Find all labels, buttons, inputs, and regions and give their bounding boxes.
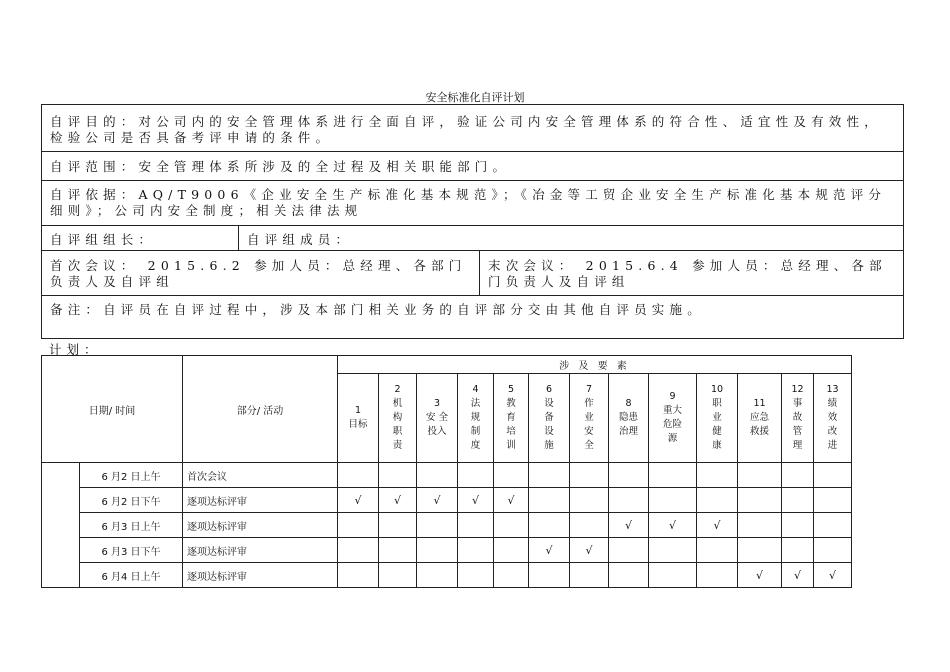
element-header-9: 9 重大 危险 源 — [649, 374, 697, 463]
check-cell-4: √ — [458, 488, 494, 513]
plan-body — [42, 463, 852, 588]
last-meeting-text: 末次会议： 2015.6.4 参加人员：总经理、各部门负责人及自评组 — [488, 258, 887, 289]
check-cell-10 — [697, 563, 738, 588]
row-activity: 逐项达标评审 — [183, 488, 338, 513]
table-row — [42, 463, 852, 488]
plan-label: 计划： — [49, 342, 102, 357]
check-cell-2: √ — [379, 488, 417, 513]
element-header-11: 11 应急 救援 — [738, 374, 782, 463]
check-cell-1: √ — [338, 488, 379, 513]
check-cell-10: √ — [697, 513, 738, 538]
check-cell-1 — [338, 563, 379, 588]
check-cell-10 — [697, 463, 738, 488]
check-cell-3 — [417, 513, 458, 538]
check-cell-7 — [570, 513, 609, 538]
check-cell-11 — [738, 463, 782, 488]
check-cell-12 — [782, 488, 814, 513]
first-meeting-text: 首次会议： 2015.6.2 参加人员：总经理、各部门负责人及自评组 — [50, 258, 467, 289]
scope-text: 自评范围：安全管理体系所涉及的全过程及相关职能部门。 — [50, 159, 511, 174]
elements-header: 涉 及 要 素 — [338, 356, 852, 374]
check-cell-4 — [458, 563, 494, 588]
check-cell-5 — [494, 563, 529, 588]
check-cell-11 — [738, 513, 782, 538]
check-cell-8 — [609, 488, 649, 513]
check-cell-13: √ — [814, 563, 852, 588]
check-cell-13 — [814, 513, 852, 538]
row-activity: 逐项达标评审 — [183, 563, 338, 588]
element-header-3: 3 安 全 投入 — [417, 374, 458, 463]
element-header-7: 7 作 业 安 全 — [570, 374, 609, 463]
check-cell-4 — [458, 463, 494, 488]
blank-cell — [42, 463, 80, 588]
purpose-section — [41, 104, 904, 152]
check-cell-1 — [338, 513, 379, 538]
activity-header: 部分/ 活动 — [183, 356, 338, 463]
note-text: 备注：自评员在自评过程中，涉及本部门相关业务的自评部分交由其他自评员实施。 — [50, 302, 705, 317]
element-header-2: 2 机 构 职 责 — [379, 374, 417, 463]
row-activity: 首次会议 — [183, 463, 338, 488]
check-cell-6 — [529, 463, 570, 488]
check-cell-2 — [379, 563, 417, 588]
basis-text: 自评依据：AQ/T9006《企业安全生产标准化基本规范》；《冶金等工贸企业安全生产标准化基本规范评分细则》；公司内安全制度；相关法律法规 — [50, 187, 887, 218]
element-header-1: 1 目标 — [338, 374, 379, 463]
check-cell-12: √ — [782, 563, 814, 588]
row-date: 6 月3 日下午 — [80, 538, 183, 563]
element-header-5: 5 教 育 培 训 — [494, 374, 529, 463]
check-cell-9 — [649, 463, 697, 488]
check-cell-8 — [609, 563, 649, 588]
check-cell-6 — [529, 488, 570, 513]
element-header-8: 8 隐患 治理 — [609, 374, 649, 463]
check-cell-3: √ — [417, 488, 458, 513]
check-cell-12 — [782, 463, 814, 488]
check-cell-1 — [338, 538, 379, 563]
check-cell-12 — [782, 513, 814, 538]
check-cell-6 — [529, 513, 570, 538]
element-header-4: 4 法 规 制 度 — [458, 374, 494, 463]
check-cell-3 — [417, 463, 458, 488]
scope-section — [41, 151, 904, 181]
element-header-6: 6 设 备 设 施 — [529, 374, 570, 463]
check-cell-4 — [458, 513, 494, 538]
check-cell-4 — [458, 538, 494, 563]
element-header-10: 10 职 业 健 康 — [697, 374, 738, 463]
check-cell-12 — [782, 538, 814, 563]
table-row — [42, 538, 852, 563]
purpose-text: 自评目的：对公司内的安全管理体系进行全面自评，验证公司内安全管理体系的符合性、适宜性及有效性，检验公司是否具备考评申请的条件。 — [50, 114, 882, 145]
check-cell-9 — [649, 563, 697, 588]
check-cell-5: √ — [494, 488, 529, 513]
check-cell-11 — [738, 538, 782, 563]
element-header-13: 13 绩 效 改 进 — [814, 374, 852, 463]
table-row — [42, 488, 852, 513]
check-cell-6 — [529, 563, 570, 588]
check-cell-2 — [379, 513, 417, 538]
row-activity: 逐项达标评审 — [183, 513, 338, 538]
check-cell-13 — [814, 488, 852, 513]
plan-table — [41, 355, 852, 588]
check-cell-11: √ — [738, 563, 782, 588]
row-date: 6 月2 日上午 — [80, 463, 183, 488]
check-cell-10 — [697, 488, 738, 513]
check-cell-8 — [609, 538, 649, 563]
basis-section — [41, 180, 904, 226]
check-cell-7 — [570, 488, 609, 513]
team-section — [41, 225, 904, 251]
check-cell-8 — [609, 463, 649, 488]
row-date: 6 月4 日上午 — [80, 563, 183, 588]
check-cell-7: √ — [570, 538, 609, 563]
check-cell-5 — [494, 513, 529, 538]
leader-cell — [42, 226, 239, 250]
check-cell-8: √ — [609, 513, 649, 538]
members-text: 自评组成员： — [247, 232, 354, 247]
check-cell-13 — [814, 463, 852, 488]
check-cell-1 — [338, 463, 379, 488]
last-meeting-cell — [480, 251, 903, 295]
check-cell-13 — [814, 538, 852, 563]
note-section — [41, 295, 904, 339]
document-title: 安全标准化自评计划 — [425, 91, 525, 104]
meetings-section — [41, 250, 904, 296]
table-row — [42, 563, 852, 588]
element-header-12: 12 事 故 管 理 — [782, 374, 814, 463]
check-cell-9 — [649, 538, 697, 563]
row-date: 6 月2 日下午 — [80, 488, 183, 513]
check-cell-3 — [417, 563, 458, 588]
members-cell — [239, 226, 903, 250]
leader-text: 自评组组长： — [50, 232, 157, 247]
check-cell-7 — [570, 563, 609, 588]
check-cell-6: √ — [529, 538, 570, 563]
check-cell-10 — [697, 538, 738, 563]
check-cell-5 — [494, 463, 529, 488]
check-cell-2 — [379, 538, 417, 563]
check-cell-5 — [494, 538, 529, 563]
table-row — [42, 513, 852, 538]
row-date: 6 月3 日上午 — [80, 513, 183, 538]
check-cell-2 — [379, 463, 417, 488]
row-activity: 逐项达标评审 — [183, 538, 338, 563]
check-cell-9: √ — [649, 513, 697, 538]
check-cell-11 — [738, 488, 782, 513]
check-cell-9 — [649, 488, 697, 513]
first-meeting-cell — [42, 251, 480, 295]
check-cell-7 — [570, 463, 609, 488]
check-cell-3 — [417, 538, 458, 563]
date-header: 日期/ 时间 — [42, 356, 183, 463]
